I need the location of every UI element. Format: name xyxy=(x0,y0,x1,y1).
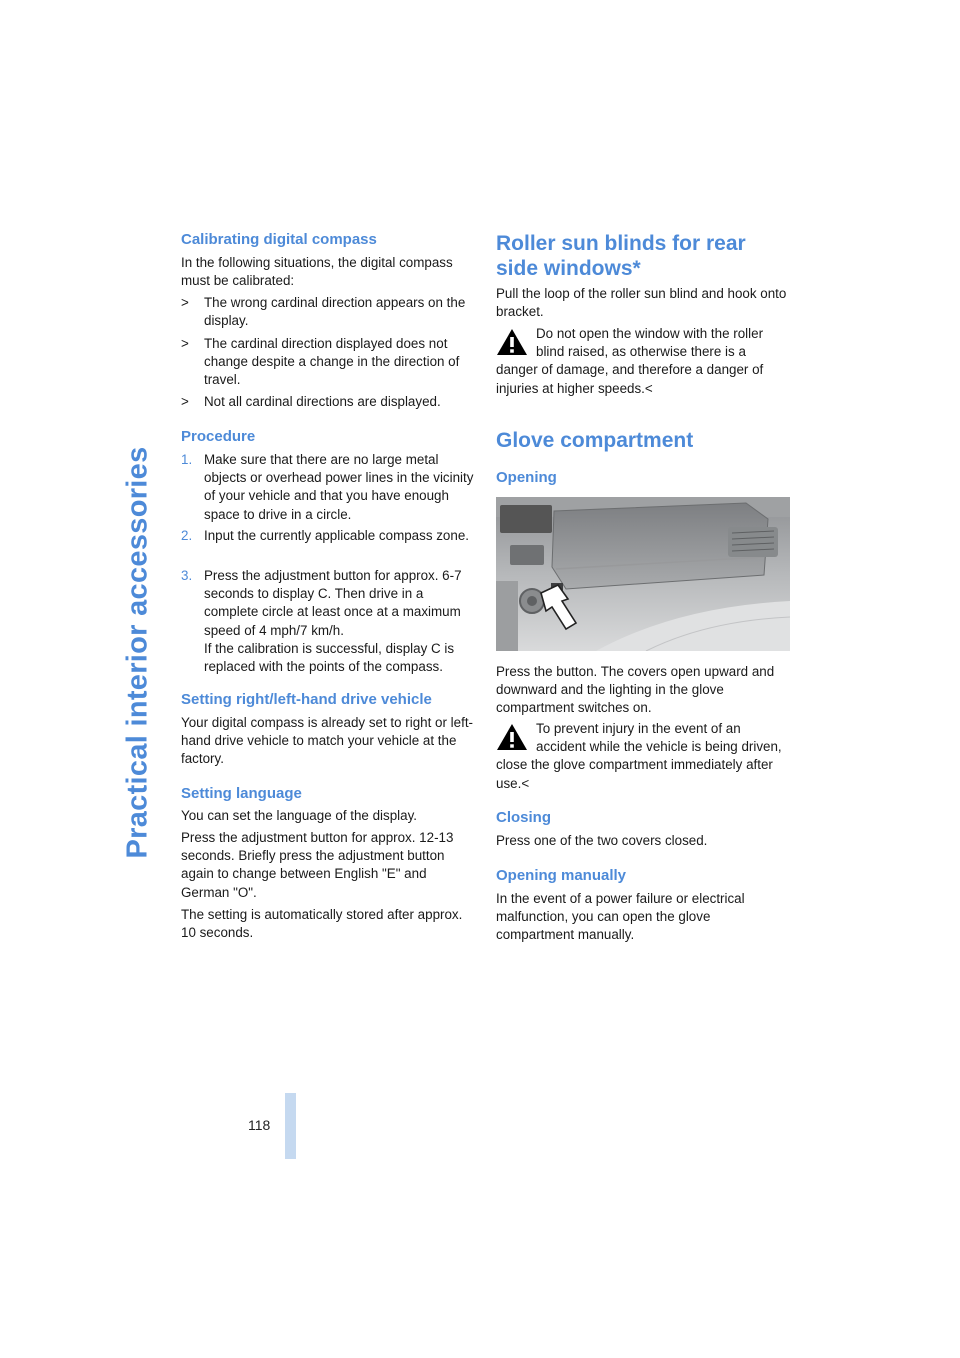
opening-manually-text: In the event of a power failure or electrical malfunction, you can open the glove compartment manually. xyxy=(496,891,745,943)
bullet-text: The cardinal direction displayed does not change despite a change in the direction of travel. xyxy=(204,336,460,388)
heading-opening-manually: Opening manually xyxy=(496,867,627,884)
section-title-text: Practical interior accessories xyxy=(121,445,154,859)
page-marker-bar xyxy=(285,1093,296,1159)
sun-blinds-text: Pull the loop of the roller sun blind and hook onto bracket. xyxy=(496,286,787,320)
bullet-marker: > xyxy=(181,394,189,409)
glove-compartment-photo xyxy=(496,497,790,651)
list-item xyxy=(181,567,474,676)
warning-triangle-icon xyxy=(496,327,528,357)
bullet-text: The wrong cardinal direction appears on the display. xyxy=(204,295,466,329)
calibrating-intro: In the following situations, the digital compass must be calibrated: xyxy=(181,255,453,289)
heading-language: Setting language xyxy=(181,785,302,802)
warning-note xyxy=(496,720,790,793)
drive-side-text: Your digital compass is already set to right or left-hand drive vehicle to match your vehicle at the factory. xyxy=(181,715,474,767)
list-item xyxy=(181,451,474,524)
step-number: 2. xyxy=(181,528,193,543)
list-item xyxy=(181,335,474,390)
step-number: 1. xyxy=(181,452,193,467)
bullet-marker: > xyxy=(181,336,189,351)
list-item xyxy=(181,294,474,330)
heading-calibrating: Calibrating digital compass xyxy=(181,231,377,248)
heading-procedure: Procedure xyxy=(181,428,256,445)
heading-drive-side: Setting right/left-hand drive vehicle xyxy=(181,691,432,708)
bullet-text: Not all cardinal directions are displayed. xyxy=(204,394,441,409)
end-mark: < xyxy=(644,380,653,396)
language-text-2: Press the adjustment button for approx. 12-13 seconds. Briefly press the adjustment button again to change between English "E" and German "O". xyxy=(181,830,454,900)
language-text-3: The setting is automatically stored after approx. 10 seconds. xyxy=(181,907,463,941)
bullet-marker: > xyxy=(181,295,189,310)
warning-triangle-icon xyxy=(496,722,528,752)
step-text: Make sure that there are no large metal objects or overhead power lines in the vicinity of your vehicle and that you have enough space to drive in a circle. xyxy=(204,452,474,522)
warning-text: To prevent injury in the event of an accident while the vehicle is being driven, close the glove compartment immediately after use. xyxy=(496,721,782,791)
list-item xyxy=(181,527,474,545)
language-text-1: You can set the language of the display. xyxy=(181,808,418,823)
warning-note xyxy=(496,325,790,398)
list-item xyxy=(181,393,474,411)
heading-closing: Closing xyxy=(496,809,551,826)
page-number: 118 xyxy=(248,1117,271,1133)
step-number: 3. xyxy=(181,568,193,583)
warning-text: Do not open the window with the roller blind raised, as otherwise there is a danger of damage, and therefore a danger of injuries at higher speeds. xyxy=(496,326,764,396)
step-text: Input the currently applicable compass zone. xyxy=(204,528,469,543)
heading-glove-compartment: Glove compartment xyxy=(496,429,694,452)
step-text-continued: If the calibration is successful, display C is replaced with the points of the compass. xyxy=(204,640,455,675)
step-text: Press the adjustment button for approx. 6-7 seconds to display C. Then drive in a complete circle at least once at a maximum speed of 4 mph/7 km/h. xyxy=(204,568,462,638)
opening-text: Press the button. The covers open upward and downward and the lighting in the glove compartment switches on. xyxy=(496,664,775,716)
end-mark: < xyxy=(521,775,530,791)
heading-sun-blinds: Roller sun blinds for rear side windows* xyxy=(496,232,746,280)
closing-text: Press one of the two covers closed. xyxy=(496,833,708,848)
heading-opening: Opening xyxy=(496,469,557,486)
section-sidebar-title xyxy=(118,232,158,1072)
